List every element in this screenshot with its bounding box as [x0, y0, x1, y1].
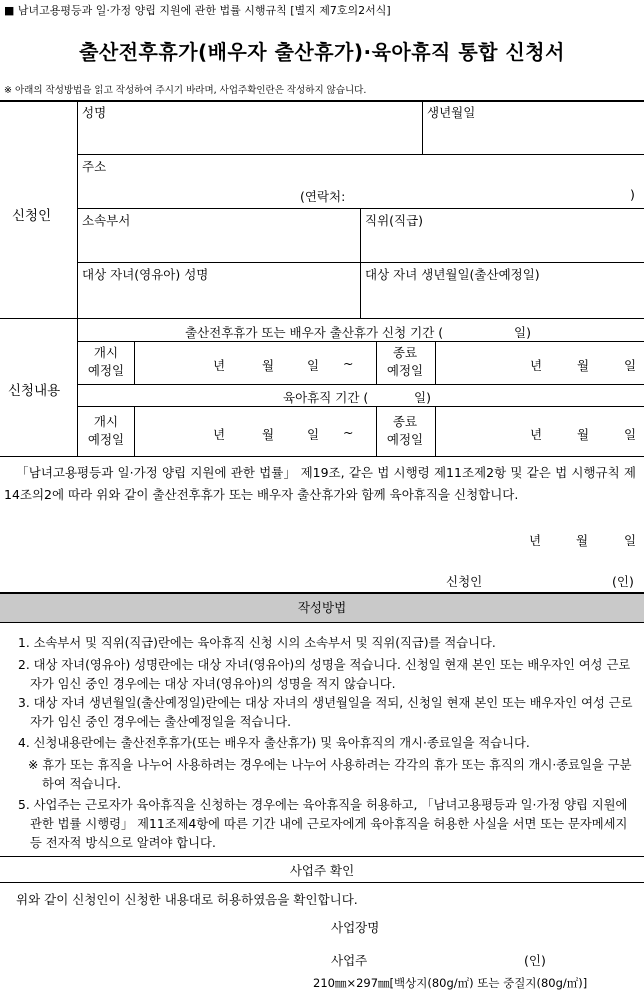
employer-heading: 사업주 확인 — [289, 863, 355, 878]
form-note: ※ 아래의 작성방법을 읽고 작성하여 주시기 바라며, 사업주확인란은 작성하지 않습니다. — [4, 85, 367, 96]
department-field[interactable]: 소속부서 — [82, 213, 131, 228]
statement-month[interactable]: 월 — [576, 533, 589, 548]
maternity-start-month[interactable]: 월 — [262, 358, 275, 373]
maternity-start-day[interactable]: 일 — [307, 358, 320, 373]
name-field[interactable]: 성명 — [82, 105, 107, 120]
instruction-item: 1. 소속부서 및 직위(직급)란에는 육아휴직 신청 시의 소속부서 및 직위(직급)를 적습니다. — [18, 636, 496, 650]
instruction-note: ※ 휴가 또는 휴직을 나누어 사용하려는 경우에는 나누어 사용하려는 각각의 휴가 또는 휴직의 개시·종료일을 구분하여 적습니다. — [28, 758, 632, 791]
childcare-end-year[interactable]: 년 — [530, 427, 543, 442]
childcare-end-day[interactable]: 일 — [624, 427, 637, 442]
row-line-1 — [77, 154, 644, 155]
position-field[interactable]: 직위(직급) — [365, 213, 424, 228]
statement-text: 「남녀고용평등과 일·가정 양립 지원에 관한 법률」 제19조, 같은 법 시행령 제11조제2항 및 같은 법 시행규칙 제14조의2에 따라 위와 같이 출산전후휴가 또는 배우자 출산휴가와 함께 육아휴직을 신청합니다. — [4, 465, 636, 502]
maternity-head-line — [77, 341, 644, 342]
maternity-row-line — [77, 384, 644, 385]
applicant-signature-label: 신청인 — [446, 574, 483, 589]
maternity-end-year[interactable]: 년 — [530, 358, 543, 373]
childcare-start-year[interactable]: 년 — [213, 427, 226, 442]
statement-day[interactable]: 일 — [624, 533, 637, 548]
childcare-tilde: ~ — [343, 425, 354, 440]
dept-position-divider — [360, 209, 361, 318]
maternity-tilde: ~ — [343, 356, 354, 371]
instruction-item: 2. 대상 자녀(영유아) 성명란에는 대상 자녀(영유아)의 성명을 적습니다. 신청일 현재 본인 또는 배우자인 여성 근로자가 임신 중인 경우에는 대상 자녀(영유아)의 성명을 적지 않습니다. — [18, 658, 631, 691]
childcare-start-day[interactable]: 일 — [307, 427, 320, 442]
employer-top-line — [0, 856, 644, 857]
m-div-a — [134, 342, 135, 384]
maternity-end-day[interactable]: 일 — [624, 358, 637, 373]
employer-text: 위와 같이 신청인이 신청한 내용대로 허용하였음을 확인합니다. — [16, 892, 358, 907]
instruction-item: 5. 사업주는 근로자가 육아휴직을 신청하는 경우에는 육아휴직을 허용하고, 「남녀고용평등과 일·가정 양립 지원에 관한 법률 시행령」 제11조제4항에 따른 기간 내에 근로자에게 육아휴직을 허용한 사실을 서면 또는 문자메세지 등 전자적 방식으로 알려야 합니다. — [18, 798, 628, 850]
instructions-heading: 작성방법 — [297, 600, 347, 615]
instruction-item: 4. 신청내용란에는 출산전후휴가(또는 배우자 출산휴가) 및 육아휴직의 개시·종료일을 적습니다. — [18, 736, 530, 750]
statement-year[interactable]: 년 — [529, 533, 542, 548]
maternity-end-label: 종료 예정일 — [386, 345, 424, 378]
paper-spec: 210㎜×297㎜[백상지(80g/㎡) 또는 중질지(80g/㎡)] — [313, 976, 588, 990]
workplace-name-field[interactable]: 사업장명 — [331, 920, 380, 935]
section-line-1 — [0, 318, 644, 319]
maternity-start-label: 개시 예정일 — [87, 345, 125, 378]
birth-field[interactable]: 생년월일 — [427, 105, 476, 120]
request-section-label: 신청내용 — [8, 383, 61, 399]
form-title: 출산전후휴가(배우자 출산휴가)·육아휴직 통합 신청서 — [79, 40, 565, 64]
section-line-2 — [0, 456, 644, 457]
employer-name-field[interactable]: 사업주 — [331, 953, 368, 968]
contact-close: ) — [630, 187, 635, 202]
applicant-section-label: 신청인 — [12, 208, 52, 224]
childcare-end-month[interactable]: 월 — [577, 427, 590, 442]
maternity-days-field[interactable]: 일) — [514, 325, 531, 340]
row-line-3 — [77, 262, 644, 263]
employer-head-line — [0, 882, 644, 883]
childcare-head-line — [77, 406, 644, 407]
applicant-divider — [77, 101, 78, 318]
child-birth-field[interactable]: 대상 자녀 생년월일(출산예정일) — [365, 267, 540, 282]
maternity-period-label: 출산전후휴가 또는 배우자 출산휴가 신청 기간 ( — [185, 325, 444, 340]
child-name-field[interactable]: 대상 자녀(영유아) 성명 — [82, 267, 209, 282]
name-birth-divider — [422, 101, 423, 154]
employer-seal[interactable]: (인) — [524, 953, 546, 968]
address-field[interactable]: 주소 — [82, 159, 107, 174]
childcare-start-month[interactable]: 월 — [262, 427, 275, 442]
childcare-period-label: 육아휴직 기간 ( — [283, 390, 369, 405]
childcare-end-label: 종료 예정일 — [386, 414, 424, 447]
top-border — [0, 100, 644, 102]
childcare-start-label: 개시 예정일 — [87, 414, 125, 447]
m-div-c — [435, 342, 436, 384]
c-div-c — [435, 407, 436, 456]
contact-field[interactable]: (연락처: — [300, 189, 346, 204]
law-reference: ■ 남녀고용평등과 일·가정 양립 지원에 관한 법률 시행규칙 [별지 제7호의2서식] — [4, 4, 391, 17]
childcare-days-field[interactable]: 일) — [414, 390, 431, 405]
applicant-seal[interactable]: (인) — [612, 574, 634, 589]
c-div-a — [134, 407, 135, 456]
maternity-end-month[interactable]: 월 — [577, 358, 590, 373]
instruction-item: 3. 대상 자녀 생년월일(출산예정일)란에는 대상 자녀의 생년월일을 적되, 신청일 현재 본인 또는 배우자인 여성 근로자가 임신 중인 경우에는 출산예정일을 적습니다. — [18, 696, 633, 729]
maternity-start-year[interactable]: 년 — [213, 358, 226, 373]
